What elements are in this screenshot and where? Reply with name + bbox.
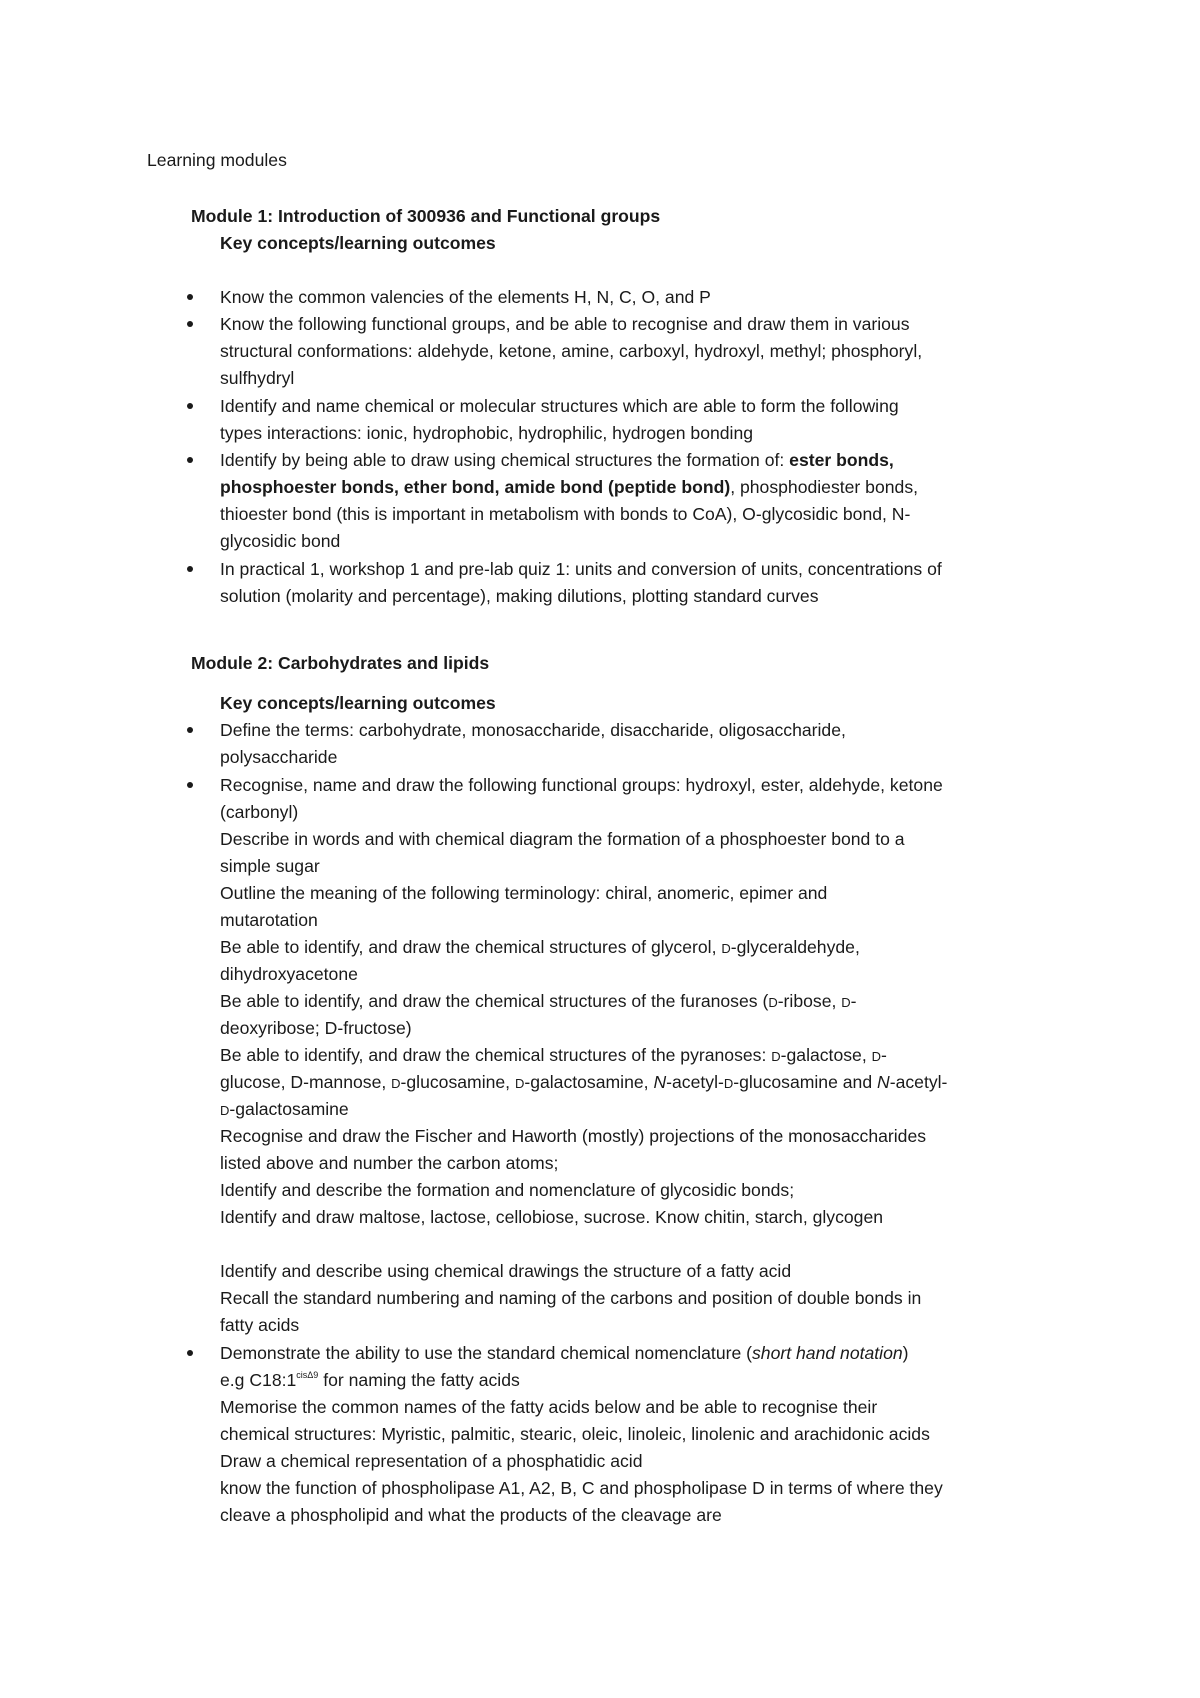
bullet bbox=[187, 294, 193, 300]
list-item-continued: deoxyribose; D-fructose) bbox=[220, 1018, 412, 1038]
module-2-subheading: Key concepts/learning outcomes bbox=[220, 693, 496, 713]
document-title: Learning modules bbox=[147, 150, 287, 170]
list-item: Identify and name chemical or molecular structures which are able to form the following bbox=[220, 396, 899, 416]
list-item-continued: Be able to identify, and draw the chemical structures of the pyranoses: D-galactose, D- bbox=[220, 1045, 887, 1065]
module-2-heading: Module 2: Carbohydrates and lipids bbox=[191, 653, 490, 673]
list-item-continued: dihydroxyacetone bbox=[220, 964, 358, 984]
list-item-continued: cleave a phospholipid and what the products of the cleavage are bbox=[220, 1505, 722, 1525]
list-item: Identify by being able to draw using chemical structures the formation of: ester bonds, bbox=[220, 450, 894, 470]
list-item-continued: (carbonyl) bbox=[220, 802, 299, 822]
list-item-continued: Outline the meaning of the following terminology: chiral, anomeric, epimer and bbox=[220, 883, 828, 903]
bullet bbox=[187, 1350, 193, 1356]
list-item-continued: solution (molarity and percentage), making dilutions, plotting standard curves bbox=[220, 586, 819, 606]
list-item-continued: Recognise and draw the Fischer and Haworth (mostly) projections of the monosaccharides bbox=[220, 1126, 927, 1146]
list-item: In practical 1, workshop 1 and pre-lab quiz 1: units and conversion of units, concentrations of bbox=[220, 559, 942, 579]
list-item: Know the following functional groups, and be able to recognise and draw them in various bbox=[220, 314, 910, 334]
list-item-continued: mutarotation bbox=[220, 910, 318, 930]
module-1-heading: Module 1: Introduction of 300936 and Functional groups bbox=[191, 206, 661, 226]
list-item-continued: Draw a chemical representation of a phosphatidic acid bbox=[220, 1451, 643, 1471]
list-item: Demonstrate the ability to use the standard chemical nomenclature (short hand notation) bbox=[220, 1343, 909, 1363]
list-item-continued: Be able to identify, and draw the chemical structures of the furanoses (D-ribose, D- bbox=[220, 991, 857, 1011]
list-item-continued: e.g $C18:1^{cis\Delta 9}$ for naming the fatty acids bbox=[220, 1370, 520, 1390]
bullet bbox=[187, 782, 193, 788]
list-item-continued: thioester bond (this is important in metabolism with bonds to CoA), O-glycosidic bond, N- bbox=[220, 504, 911, 524]
bullet bbox=[187, 321, 193, 327]
bullet bbox=[187, 457, 193, 463]
list-item-continued: know the function of phospholipase A1, A2, B, C and phospholipase D in terms of where they bbox=[220, 1478, 943, 1498]
list-item: Know the common valencies of the elements H, N, C, O, and P bbox=[220, 287, 711, 307]
bullet bbox=[187, 727, 193, 733]
list-item-continued: Describe in words and with chemical diagram the formation of a phosphoester bond to a bbox=[220, 829, 905, 849]
module-1-subheading: Key concepts/learning outcomes bbox=[220, 233, 496, 253]
list-item-continued: sulfhydryl bbox=[220, 368, 295, 388]
list-item-continued: fatty acids bbox=[220, 1315, 300, 1335]
list-item-continued: polysaccharide bbox=[220, 747, 338, 767]
bullet bbox=[187, 403, 193, 409]
list-item-continued: chemical structures: Myristic, palmitic, stearic, oleic, linoleic, linolenic and arachidonic acids bbox=[220, 1424, 930, 1444]
list-item-continued: Be able to identify, and draw the chemical structures of glycerol, D-glyceraldehyde, bbox=[220, 937, 860, 957]
list-item-continued: glycosidic bond bbox=[220, 531, 341, 551]
list-item-continued: types interactions: ionic, hydrophobic, hydrophilic, hydrogen bonding bbox=[220, 423, 754, 443]
list-item-continued: listed above and number the carbon atoms; bbox=[220, 1153, 559, 1173]
list-item-continued: Recall the standard numbering and naming of the carbons and position of double bonds in bbox=[220, 1288, 922, 1308]
list-item: Recognise, name and draw the following functional groups: hydroxyl, ester, aldehyde, ketone bbox=[220, 775, 943, 795]
list-item-continued: glucose, D-mannose, D-glucosamine, D-galactosamine, N-acetyl-D-glucosamine and N-acetyl- bbox=[220, 1072, 948, 1092]
list-item-continued: D-galactosamine bbox=[220, 1099, 349, 1119]
bullet bbox=[187, 566, 193, 572]
list-item-continued: Identify and describe using chemical drawings the structure of a fatty acid bbox=[220, 1261, 792, 1281]
list-item-continued: Identify and describe the formation and nomenclature of glycosidic bonds; bbox=[220, 1180, 795, 1200]
list-item-continued: Memorise the common names of the fatty acids below and be able to recognise their bbox=[220, 1397, 878, 1417]
list-item-continued: simple sugar bbox=[220, 856, 320, 876]
list-item-continued: Identify and draw maltose, lactose, cellobiose, sucrose. Know chitin, starch, glycogen bbox=[220, 1207, 884, 1227]
list-item: Define the terms: carbohydrate, monosaccharide, disaccharide, oligosaccharide, bbox=[220, 720, 846, 740]
list-item-continued: phosphoester bonds, ether bond, amide bond (peptide bond), phosphodiester bonds, bbox=[220, 477, 919, 497]
list-item-continued: structural conformations: aldehyde, ketone, amine, carboxyl, hydroxyl, methyl; phosphoryl, bbox=[220, 341, 923, 361]
